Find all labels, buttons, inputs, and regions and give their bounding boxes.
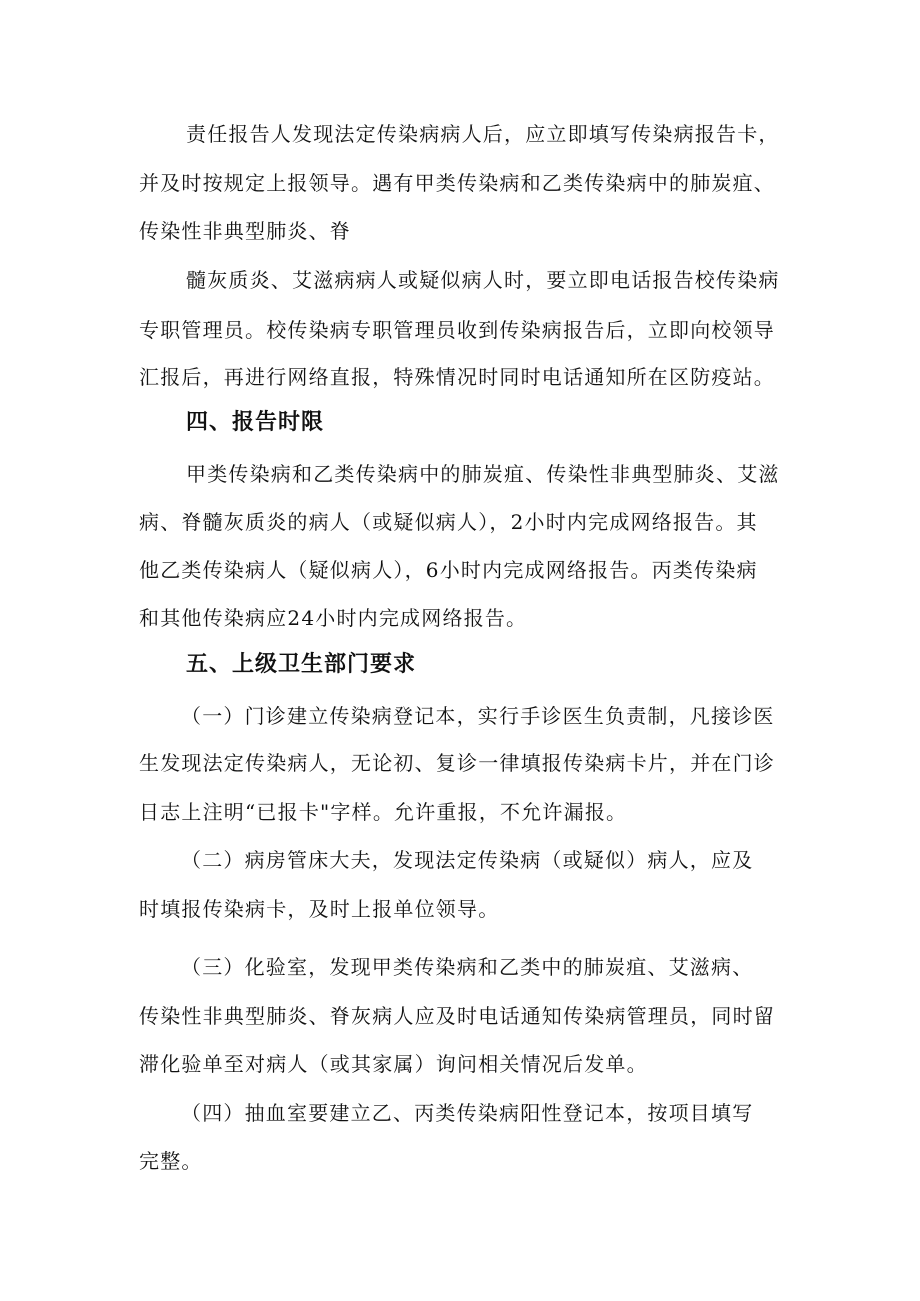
paragraph-4-line-1: （一）门诊建立传染病登记本，实行手诊医生负责制，凡接诊医 bbox=[181, 704, 775, 728]
paragraph-3-line-3: 他乙类传染病人（疑似病人），6小时内完成网络报告。丙类传染病 bbox=[139, 558, 758, 582]
paragraph-4-line-3: 日志上注明“已报卡"字样。允许重报，不允许漏报。 bbox=[139, 800, 628, 824]
paragraph-3-line-2: 病、脊髓灰质炎的病人（或疑似病人），2小时内完成网络报告。其 bbox=[139, 510, 758, 534]
paragraph-3-line-4: 和其他传染病应24小时内完成网络报告。 bbox=[139, 606, 528, 630]
paragraph-6-line-2: 传染性非典型肺炎、脊灰病人应及时电话通知传染病管理员，同时留 bbox=[139, 1004, 775, 1028]
paragraph-7-line-1: （四）抽血室要建立乙、丙类传染病阳性登记本，按项目填写 bbox=[181, 1101, 754, 1125]
section-heading-5: 五、上级卫生部门要求 bbox=[186, 652, 417, 677]
paragraph-7-line-2: 完整。 bbox=[139, 1149, 203, 1173]
section-heading-4: 四、报告时限 bbox=[186, 410, 325, 435]
paragraph-4-line-2: 生发现法定传染病人，无论初、复诊一律填报传染病卡片，并在门诊 bbox=[139, 751, 775, 775]
paragraph-1-line-1: 责任报告人发现法定传染病病人后，应立即填写传染病报告卡， bbox=[186, 122, 780, 146]
paragraph-1-line-3: 传染性非典型肺炎、脊 bbox=[139, 219, 351, 243]
paragraph-5-line-1: （二）病房管床大夫，发现法定传染病（或疑似）病人，应及 bbox=[181, 848, 754, 872]
paragraph-5-line-2: 时填报传染病卡，及时上报单位领导。 bbox=[139, 897, 500, 921]
paragraph-2-line-3: 汇报后，再进行网络直报，特殊情况时同时电话通知所在区防疫站。 bbox=[139, 365, 775, 389]
paragraph-6-line-1: （三）化验室，发现甲类传染病和乙类中的肺炭疽、艾滋病、 bbox=[181, 955, 754, 979]
paragraph-1-line-2: 并及时按规定上报领导。遇有甲类传染病和乙类传染病中的肺炭疽、 bbox=[139, 171, 775, 195]
paragraph-2-line-2: 专职管理员。校传染病专职管理员收到传染病报告后，立即向校领导 bbox=[139, 318, 775, 342]
paragraph-3-line-1: 甲类传染病和乙类传染病中的肺炭疽、传染性非典型肺炎、艾滋 bbox=[186, 462, 780, 486]
paragraph-6-line-3: 滞化验单至对病人（或其家属）询问相关情况后发单。 bbox=[139, 1052, 648, 1076]
paragraph-2-line-1: 髓灰质炎、艾滋病病人或疑似病人时，要立即电话报告校传染病 bbox=[186, 268, 780, 292]
